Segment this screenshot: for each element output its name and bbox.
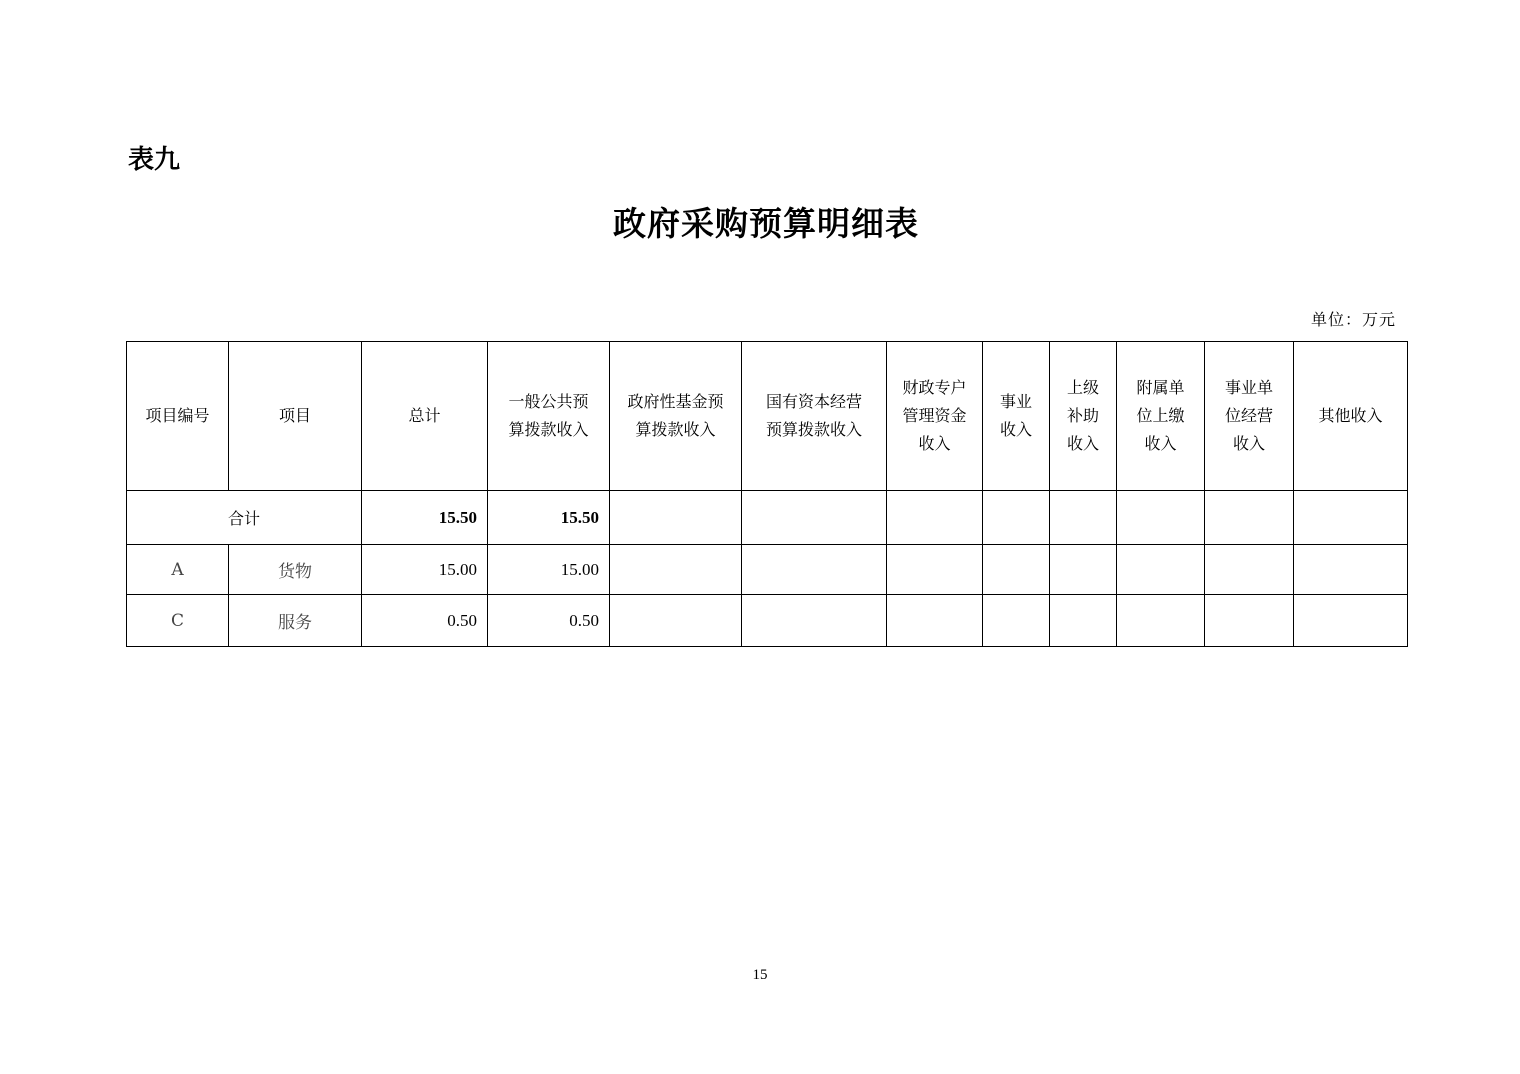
empty-cell [610, 491, 742, 545]
empty-cell [983, 491, 1050, 545]
empty-cell [742, 545, 887, 595]
procurement-budget-table [126, 341, 1408, 647]
empty-cell [742, 491, 887, 545]
empty-cell [1294, 545, 1408, 595]
total-cell: 0.50 [362, 595, 488, 647]
empty-cell [1117, 595, 1205, 647]
total-label: 合计 [127, 491, 362, 545]
project-name-cell: 服务 [229, 595, 362, 647]
empty-cell [1117, 491, 1205, 545]
empty-cell [1050, 595, 1117, 647]
col-header-affiliated-unit: 附属单 位上缴 收入 [1117, 342, 1205, 491]
empty-cell [887, 545, 983, 595]
table-label: 表九 [128, 145, 181, 175]
col-header-special-account: 财政专户 管理资金 收入 [887, 342, 983, 491]
project-name-cell: 货物 [229, 545, 362, 595]
empty-cell [610, 545, 742, 595]
empty-cell [1050, 545, 1117, 595]
col-header-general-budget: 一般公共预 算拨款收入 [488, 342, 610, 491]
general-budget-cell: 15.50 [488, 491, 610, 545]
col-header-superior-subsidy: 上级 补助 收入 [1050, 342, 1117, 491]
col-header-other-income: 其他收入 [1294, 342, 1408, 491]
general-budget-cell: 0.50 [488, 595, 610, 647]
page-title: 政府采购预算明细表 [613, 204, 919, 243]
general-budget-cell: 15.00 [488, 545, 610, 595]
empty-cell [1294, 595, 1408, 647]
empty-cell [1050, 491, 1117, 545]
col-header-total: 总计 [362, 342, 488, 491]
col-header-business-operation: 事业单 位经营 收入 [1205, 342, 1294, 491]
table-row [127, 545, 1408, 595]
page-number: 15 [752, 967, 768, 983]
total-cell: 15.50 [362, 491, 488, 545]
empty-cell [983, 545, 1050, 595]
empty-cell [1205, 491, 1294, 545]
empty-cell [1117, 545, 1205, 595]
table-row [127, 595, 1408, 647]
unit-label: 单位：万元 [1310, 310, 1396, 329]
empty-cell [887, 491, 983, 545]
col-header-project: 项目 [229, 342, 362, 491]
table-header-row [127, 342, 1408, 491]
col-header-business-income: 事业 收入 [983, 342, 1050, 491]
project-code-cell: A [127, 545, 229, 595]
empty-cell [610, 595, 742, 647]
col-header-state-capital: 国有资本经营 预算拨款收入 [742, 342, 887, 491]
empty-cell [1205, 545, 1294, 595]
total-cell: 15.00 [362, 545, 488, 595]
empty-cell [983, 595, 1050, 647]
empty-cell [887, 595, 983, 647]
empty-cell [1294, 491, 1408, 545]
empty-cell [1205, 595, 1294, 647]
total-row [127, 491, 1408, 545]
col-header-project-code: 项目编号 [127, 342, 229, 491]
empty-cell [742, 595, 887, 647]
project-code-cell: C [127, 595, 229, 647]
col-header-gov-fund: 政府性基金预 算拨款收入 [610, 342, 742, 491]
